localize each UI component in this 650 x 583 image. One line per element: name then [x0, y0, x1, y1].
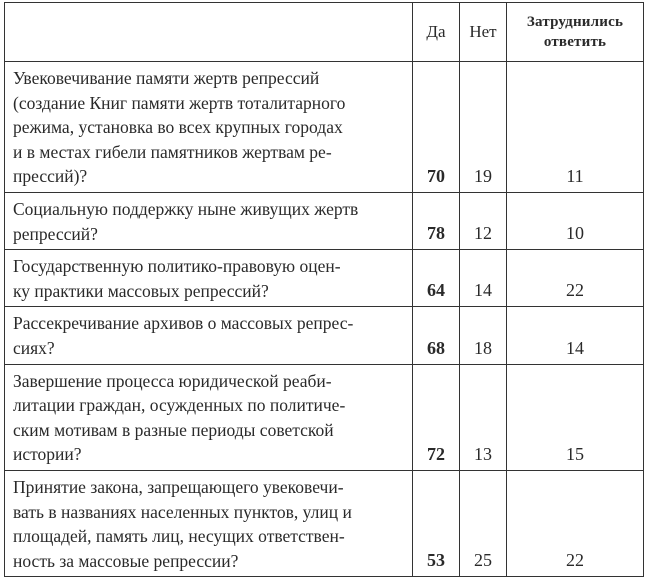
- header-yes: Да: [413, 3, 460, 62]
- header-no: Нет: [460, 3, 507, 62]
- question-line: вать в названиях населенных пунктов, улиц и: [13, 501, 352, 522]
- question-cell: [5, 307, 413, 364]
- yes-value: 68: [413, 307, 460, 364]
- yes-value: 53: [413, 470, 460, 576]
- table-row: [5, 192, 644, 249]
- question-line: режима, установка во всех крупных городах: [13, 117, 343, 138]
- no-value: 18: [460, 307, 507, 364]
- question-line: ским мотивам в разные периоды советской: [13, 419, 334, 440]
- question-line: сиях?: [13, 337, 55, 358]
- question-line: Государственную политико-правовую оцен-: [13, 256, 341, 277]
- question-line: площадей, память лиц, несущих ответствен-: [13, 526, 345, 547]
- no-value: 25: [460, 470, 507, 576]
- question-line: Принятие закона, запрещающего увековечи-: [13, 476, 344, 497]
- table-row: [5, 62, 644, 193]
- yes-value: 72: [413, 364, 460, 470]
- hard-to-answer-value: 11: [507, 62, 644, 193]
- table-row: [5, 364, 644, 470]
- question-line: репрессий?: [13, 223, 98, 244]
- header-hard-to-answer: [507, 3, 644, 62]
- header-hard-line1: Затруднились: [526, 14, 624, 30]
- table-row: [5, 307, 644, 364]
- header-question: [5, 3, 413, 62]
- header-hard-line2: ответить: [543, 34, 607, 50]
- yes-value: 64: [413, 250, 460, 307]
- yes-value: 78: [413, 192, 460, 249]
- hard-to-answer-value: 10: [507, 192, 644, 249]
- question-cell: [5, 250, 413, 307]
- question-line: Увековечивание памяти жертв репрессий: [13, 68, 320, 88]
- question-cell: [5, 62, 413, 193]
- no-value: 13: [460, 364, 507, 470]
- question-line: и в местах гибели памятников жертвам ре-: [13, 141, 332, 162]
- question-cell: [5, 364, 413, 470]
- question-line: Социальную поддержку ныне живущих жертв: [13, 198, 359, 219]
- yes-value: 70: [413, 62, 460, 193]
- question-line: ку практики массовых репрессий?: [13, 280, 269, 301]
- table-row: [5, 250, 644, 307]
- question-line: (создание Книг памяти жертв тоталитарного: [13, 92, 346, 113]
- hard-to-answer-value: 14: [507, 307, 644, 364]
- no-value: 12: [460, 192, 507, 249]
- question-line: Рассекречивание архивов о массовых репрес-: [13, 313, 354, 334]
- header-row: [5, 3, 644, 62]
- hard-to-answer-value: 22: [507, 470, 644, 576]
- question-line: истории?: [13, 444, 82, 465]
- question-line: литации граждан, осужденных по политиче-: [13, 395, 346, 416]
- question-line: ность за массовые репрессии?: [13, 550, 239, 571]
- question-line: прессий)?: [13, 166, 88, 187]
- hard-to-answer-value: 22: [507, 250, 644, 307]
- question-cell: [5, 470, 413, 576]
- no-value: 19: [460, 62, 507, 193]
- survey-table: [4, 2, 644, 577]
- hard-to-answer-value: 15: [507, 364, 644, 470]
- question-line: Завершение процесса юридической реаби-: [13, 370, 332, 391]
- table-row: [5, 470, 644, 576]
- no-value: 14: [460, 250, 507, 307]
- question-cell: [5, 192, 413, 249]
